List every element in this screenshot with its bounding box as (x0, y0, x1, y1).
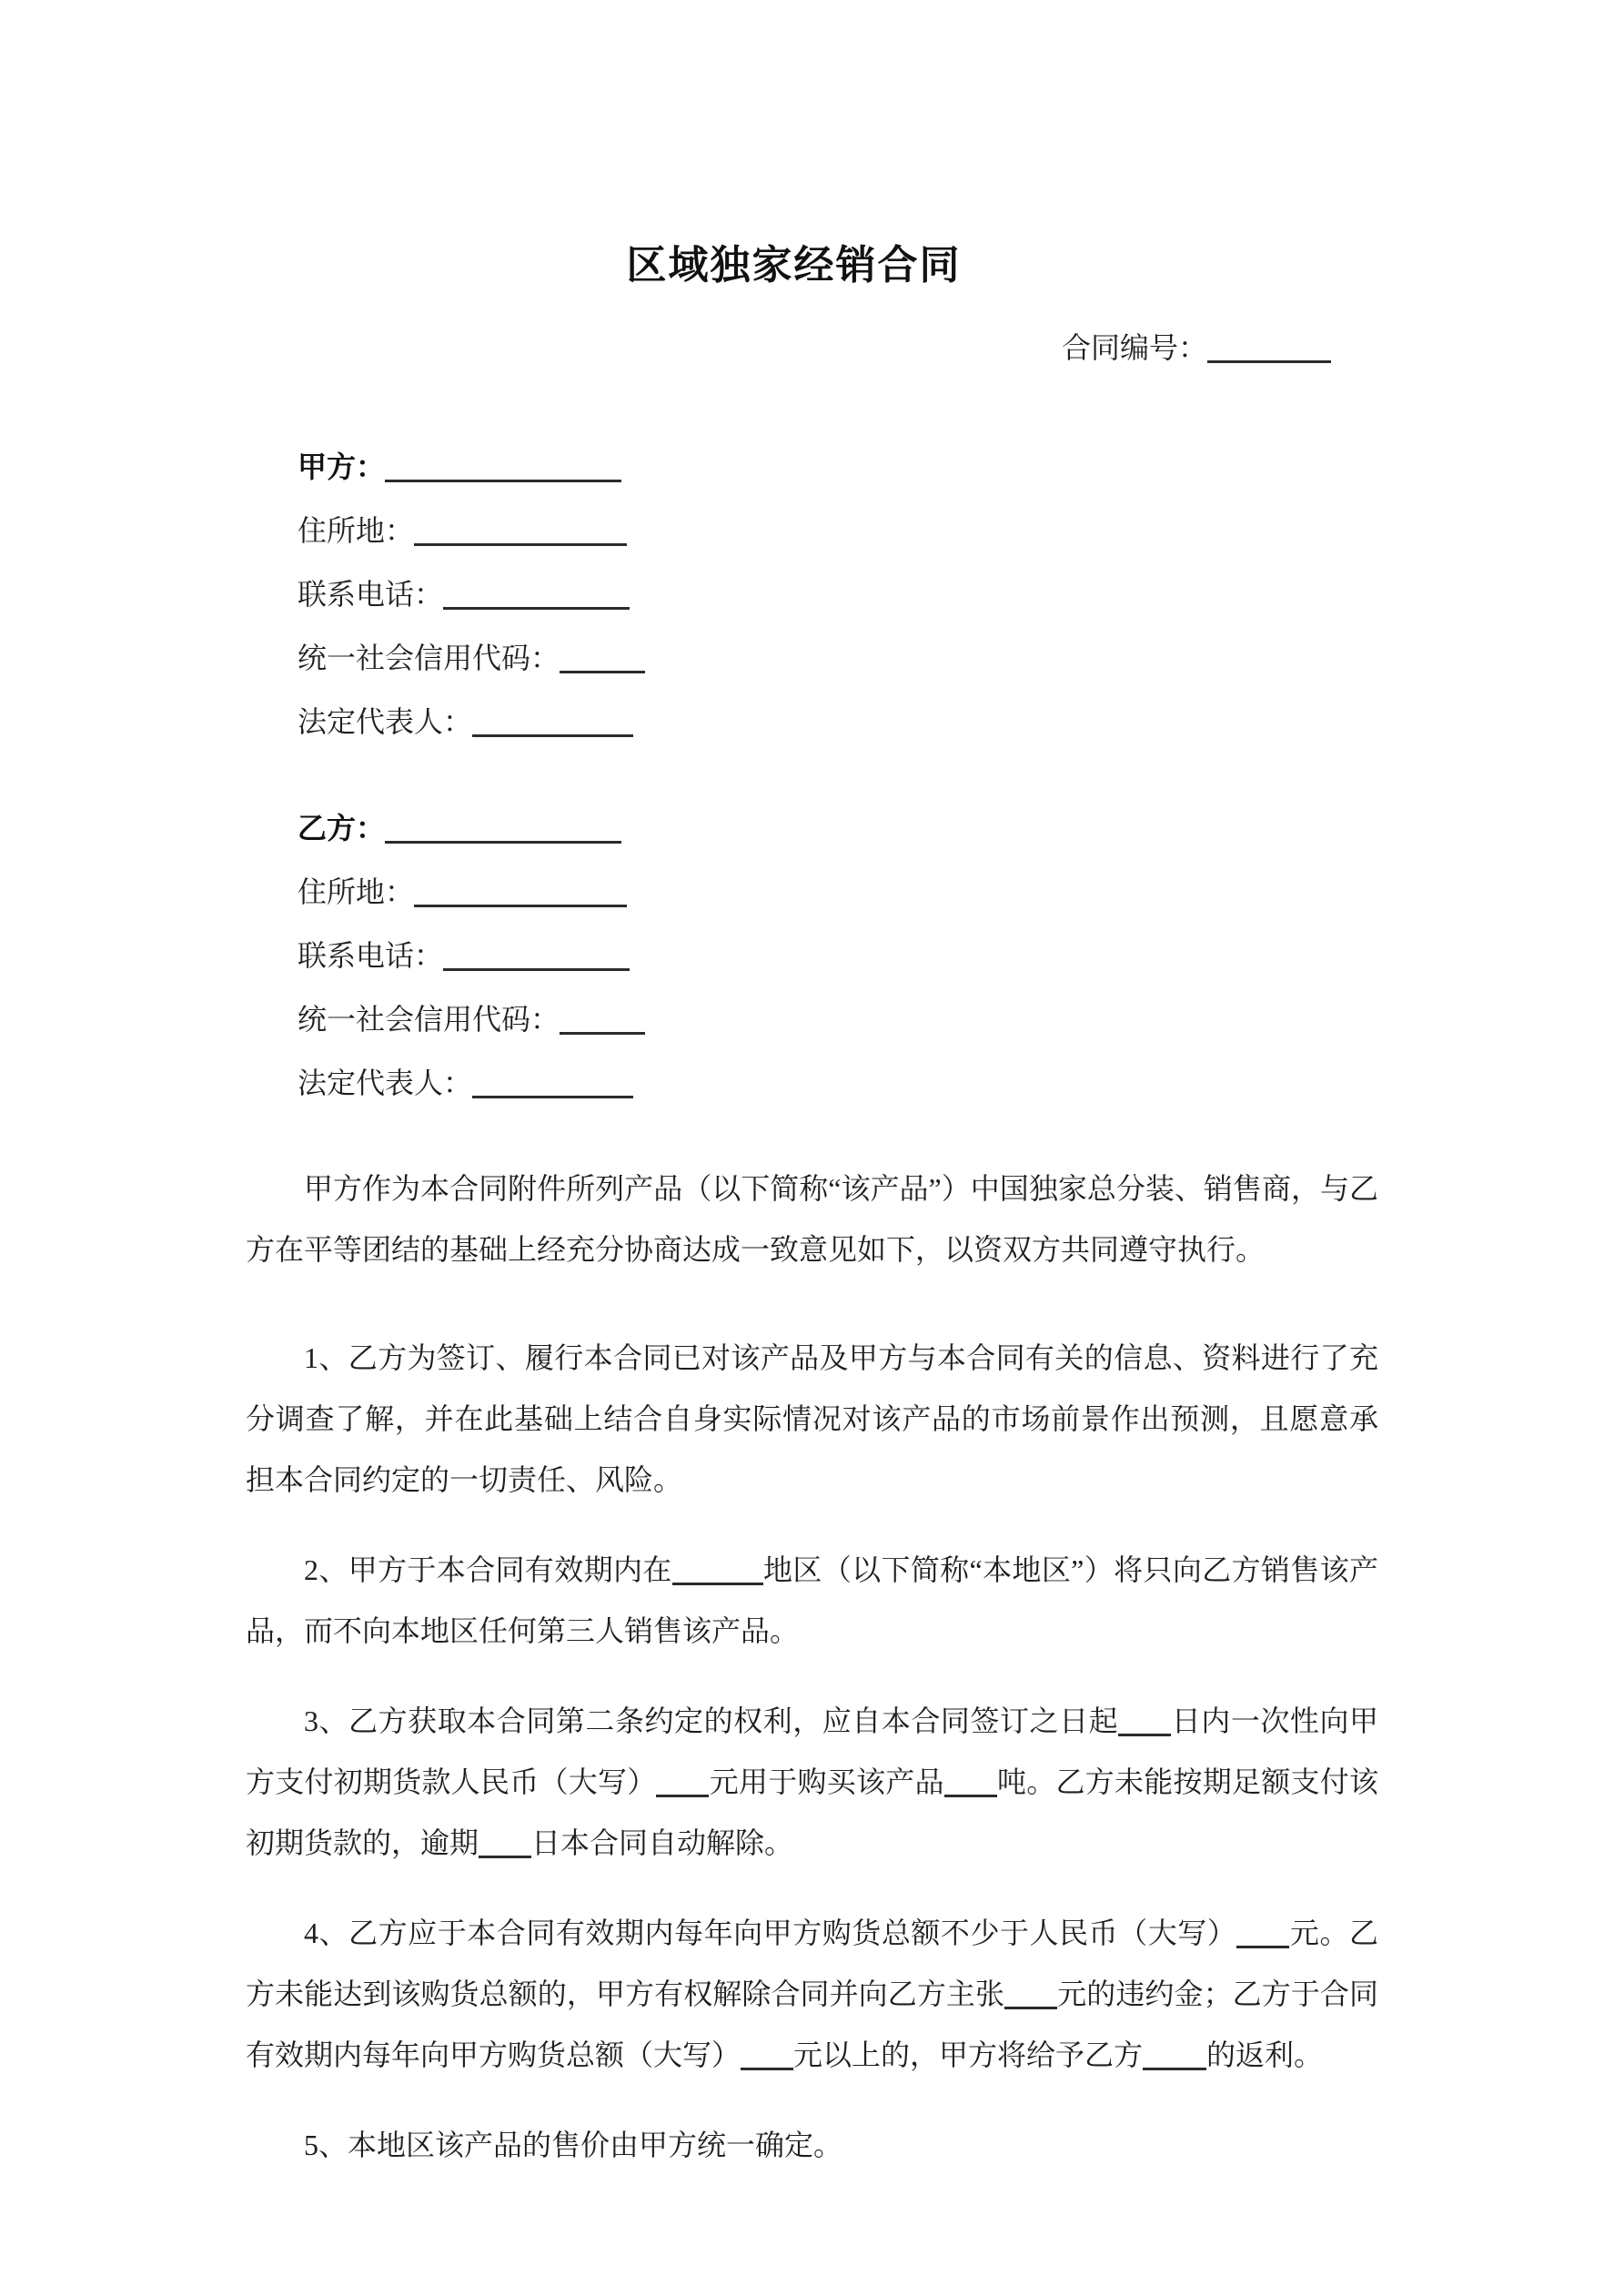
party-a-section (246, 435, 1378, 754)
text-run: 的返利。 (1206, 2038, 1324, 2072)
credit-code-label: 统一社会信用代码： (298, 1003, 560, 1037)
party-b-phone-blank[interactable] (443, 943, 630, 972)
party-b-address-row (246, 860, 1378, 924)
party-b-phone-row (246, 924, 1378, 987)
text-run: 日内一次性向甲方支付初期货款人民币（大写） (246, 1704, 1378, 1799)
phone-label: 联系电话： (298, 939, 444, 973)
party-b-name-row (246, 796, 1378, 860)
party-a-phone-row (246, 562, 1378, 626)
fill-in-blank[interactable] (479, 1830, 531, 1859)
fill-in-blank[interactable] (672, 1557, 763, 1586)
fill-in-blank[interactable] (1143, 2042, 1206, 2071)
party-a-legal-rep-blank[interactable] (472, 709, 633, 738)
party-b-name-blank[interactable] (385, 815, 621, 845)
party-b-legal-rep-blank[interactable] (472, 1070, 633, 1099)
intro-paragraph (246, 1158, 1378, 1280)
party-b-credit-code-row (246, 987, 1378, 1051)
party-a-credit-code-blank[interactable] (560, 645, 645, 674)
party-b-section (246, 796, 1378, 1115)
party-b-credit-code-blank[interactable] (560, 1006, 645, 1036)
text-run: 3、乙方获取本合同第二条约定的权利，应自本合同签订之日起 (304, 1704, 1119, 1738)
party-a-address-row (246, 499, 1378, 562)
fill-in-blank[interactable] (1118, 1708, 1171, 1737)
party-b-label: 乙方： (298, 812, 386, 845)
clause-paragraph-5 (246, 2115, 1378, 2176)
text-run: 2、甲方于本合同有效期内在 (304, 1553, 672, 1587)
address-label: 住所地： (298, 514, 415, 548)
text-run: 日本合同自动解除。 (531, 1826, 794, 1860)
text-run: 吨。乙方未能按期足额支付该初期货款的，逾期 (246, 1765, 1378, 1860)
party-a-label: 甲方： (298, 450, 386, 484)
contract-number-line (246, 329, 1378, 366)
clause-paragraph-1 (246, 1328, 1378, 1511)
phone-label: 联系电话： (298, 578, 444, 612)
text-run: 元的违约金；乙方于合同有效期内每年向甲方购货总额（大写） (246, 1977, 1378, 2072)
party-a-phone-blank[interactable] (443, 582, 630, 611)
fill-in-blank[interactable] (1004, 1981, 1057, 2010)
clause-paragraph-4 (246, 1903, 1378, 2086)
text-run: 元用于购买该产品 (709, 1765, 944, 1799)
contract-number-label: 合同编号： (1061, 331, 1207, 365)
clause-paragraph-3 (246, 1691, 1378, 1874)
text-run: 5、本地区该产品的售价由甲方统一确定。 (304, 2129, 843, 2162)
address-label: 住所地： (298, 875, 415, 909)
text-run: 地区（以下简称“本地区”）将只向乙方销售该产品，而不向本地区任何第三人销售该产品。 (246, 1553, 1378, 1648)
text-run: 1、乙方为签订、履行本合同已对该产品及甲方与本合同有关的信息、资料进行了充分调查了解，并在此基础上结合自身实际情况对该产品的市场前景作出预测，且愿意承担本合同约定的一切责任、风险。 (246, 1341, 1378, 1497)
fill-in-blank[interactable] (944, 1769, 997, 1798)
text-run: 甲方作为本合同附件所列产品（以下简称“该产品”）中国独家总分装、销售商，与乙方在平等团结的基础上经充分协商达成一致意见如下，以资双方共同遵守执行。 (246, 1172, 1378, 1267)
party-a-name-blank[interactable] (385, 454, 621, 483)
party-a-credit-code-row (246, 626, 1378, 690)
party-a-address-blank[interactable] (414, 518, 627, 547)
text-run: 元以上的，甲方将给予乙方 (793, 2038, 1144, 2072)
legal-rep-label: 法定代表人： (298, 705, 473, 739)
document-title: 区域独家经销合同 (626, 243, 962, 288)
legal-rep-label: 法定代表人： (298, 1067, 473, 1100)
text-run: 元。乙方未能达到该购货总额的，甲方有权解除合同并向乙方主张 (246, 1917, 1378, 2011)
party-b-legal-rep-row (246, 1051, 1378, 1115)
party-a-legal-rep-row (246, 690, 1378, 754)
party-b-address-blank[interactable] (414, 879, 627, 908)
fill-in-blank[interactable] (741, 2042, 793, 2071)
fill-in-blank[interactable] (656, 1769, 709, 1798)
contract-number-blank[interactable] (1207, 335, 1331, 364)
fill-in-blank[interactable] (1236, 1920, 1289, 1949)
credit-code-label: 统一社会信用代码： (298, 642, 560, 675)
text-run: 4、乙方应于本合同有效期内每年向甲方购货总额不少于人民币（大写） (304, 1917, 1237, 1950)
party-a-name-row (246, 435, 1378, 499)
clause-paragraph-2 (246, 1540, 1378, 1662)
